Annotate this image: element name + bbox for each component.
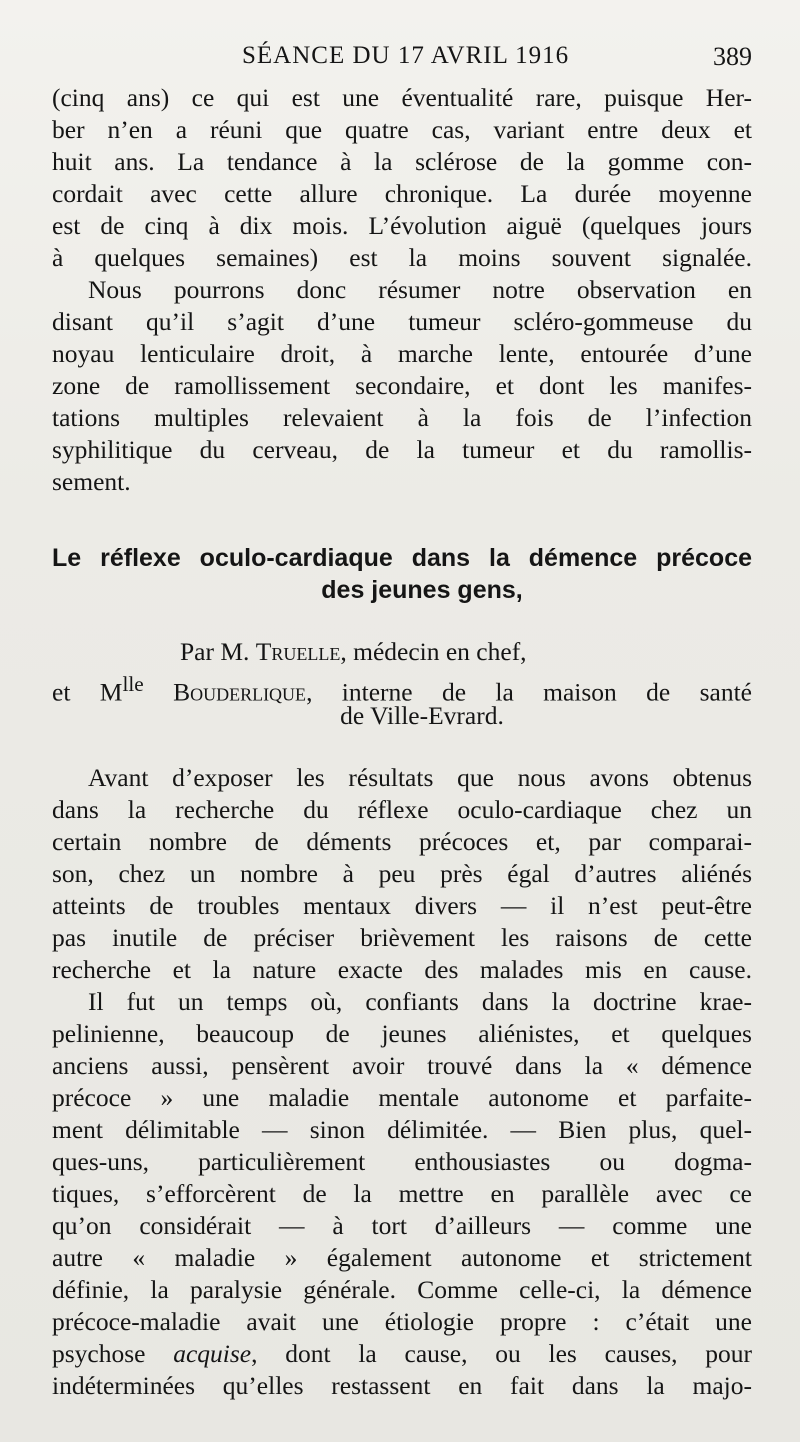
italic-word: acquise [173,1339,252,1368]
paragraph-3 [52,762,752,986]
author-title: et M [52,677,123,707]
text-line: ber n’en a réuni que quatre cas, variant entre deux et [52,115,752,144]
page-text [52,82,752,1402]
text-line: Nous pourrons donc résumer notre observation en [88,275,752,304]
author-role: , médecin en chef, [340,637,527,666]
text-line: autre « maladie » également autonome et strictement [52,1243,752,1272]
text-line: anciens aussi, pensèrent avoir trouvé dans la « démence [52,1051,752,1080]
running-title: SÉANCE DU 17 AVRIL 1916 [242,42,570,69]
text-line: sement. [52,467,131,496]
author-affiliation: , interne de la maison de santé [306,677,752,707]
text-line: noyau lenticulaire droit, à marche lente, entourée d’une [52,339,752,368]
text-line: huit ans. La tendance à la sclérose de la gomme con- [52,147,752,176]
text-line: syphilitique du cerveau, de la tumeur et du ramollis- [52,435,752,464]
text-line: qu’on considérait — à tort d’ailleurs — comme une [52,1211,752,1240]
text-fragment: psychose [52,1339,174,1368]
text-line: recherche et la nature exacte des malades mis en cause. [52,955,752,984]
paragraph-2 [52,274,752,498]
article-title-line-2: des jeunes gens, [321,576,523,604]
text-line: cordait avec cette allure chronique. La durée moyenne [52,179,752,208]
author-name-bouderlique: Bouderlique [143,677,307,707]
text-line: Avant d’exposer les résultats que nous avons obtenus [88,763,752,792]
text-line: pas inutile de préciser brièvement les raisons de cette [52,923,752,952]
text-line: son, chez un nombre à peu près égal d’autres aliénés [52,859,752,888]
page-number: 389 [713,42,752,71]
author-line-2 [52,668,752,707]
paragraph-4 [52,986,752,1402]
text-line: précoce-maladie avait une étiologie propre : c’était une [52,1307,752,1336]
text-line: ques-uns, particulièrement enthousiastes ou dogma- [52,1147,752,1176]
author-line-3: de Ville-Evrard. [340,701,504,730]
text-line: dans la recherche du réflexe oculo-cardiaque chez un [52,795,752,824]
article-title-line-1: Le réflexe oculo-cardiaque dans la démence précoce [52,544,752,572]
title-gap [52,606,752,636]
text-line: définie, la paralysie générale. Comme celle-ci, la démence [52,1275,752,1304]
text-line: ment délimitable — sinon délimitée. — Bien plus, quel- [52,1115,752,1144]
text-line: tiques, s’efforcèrent de la mettre en parallèle avec ce [52,1179,752,1208]
author-prefix: Par M. [180,637,256,666]
author-title-superscript: lle [122,672,144,696]
author-gap [52,732,752,762]
text-line: à quelques semaines) est la moins souvent signalée. [52,243,752,272]
author-block [52,636,752,732]
text-line: zone de ramollissement secondaire, et dont les manifes- [52,371,752,400]
article-title [52,542,752,606]
text-fragment: , dont la cause, ou les causes, pour [251,1339,752,1368]
section-gap [52,498,752,542]
text-line-with-italic [52,1338,752,1370]
running-header [52,42,752,76]
text-line: certain nombre de déments précoces et, par comparai- [52,827,752,856]
text-line: atteints de troubles mentaux divers — il n’est peut-être [52,891,752,920]
author-line-1 [52,636,752,668]
text-line: précoce » une maladie mentale autonome et parfaite- [52,1083,752,1112]
text-line: tations multiples relevaient à la fois de l’infection [52,403,752,432]
text-line: Il fut un temps où, confiants dans la doctrine krae- [88,987,752,1016]
text-line: (cinq ans) ce qui est une éventualité rare, puisque Her- [52,83,752,112]
text-line: indéterminées qu’elles restassent en fait dans la majo- [52,1371,752,1400]
paragraph-1 [52,82,752,274]
text-line: disant qu’il s’agit d’une tumeur scléro-gommeuse du [52,307,752,336]
text-line: pelinienne, beaucoup de jeunes aliénistes, et quelques [52,1019,752,1048]
author-name-truelle: Truelle [255,637,341,666]
text-line: est de cinq à dix mois. L’évolution aiguë (quelques jours [52,211,752,240]
